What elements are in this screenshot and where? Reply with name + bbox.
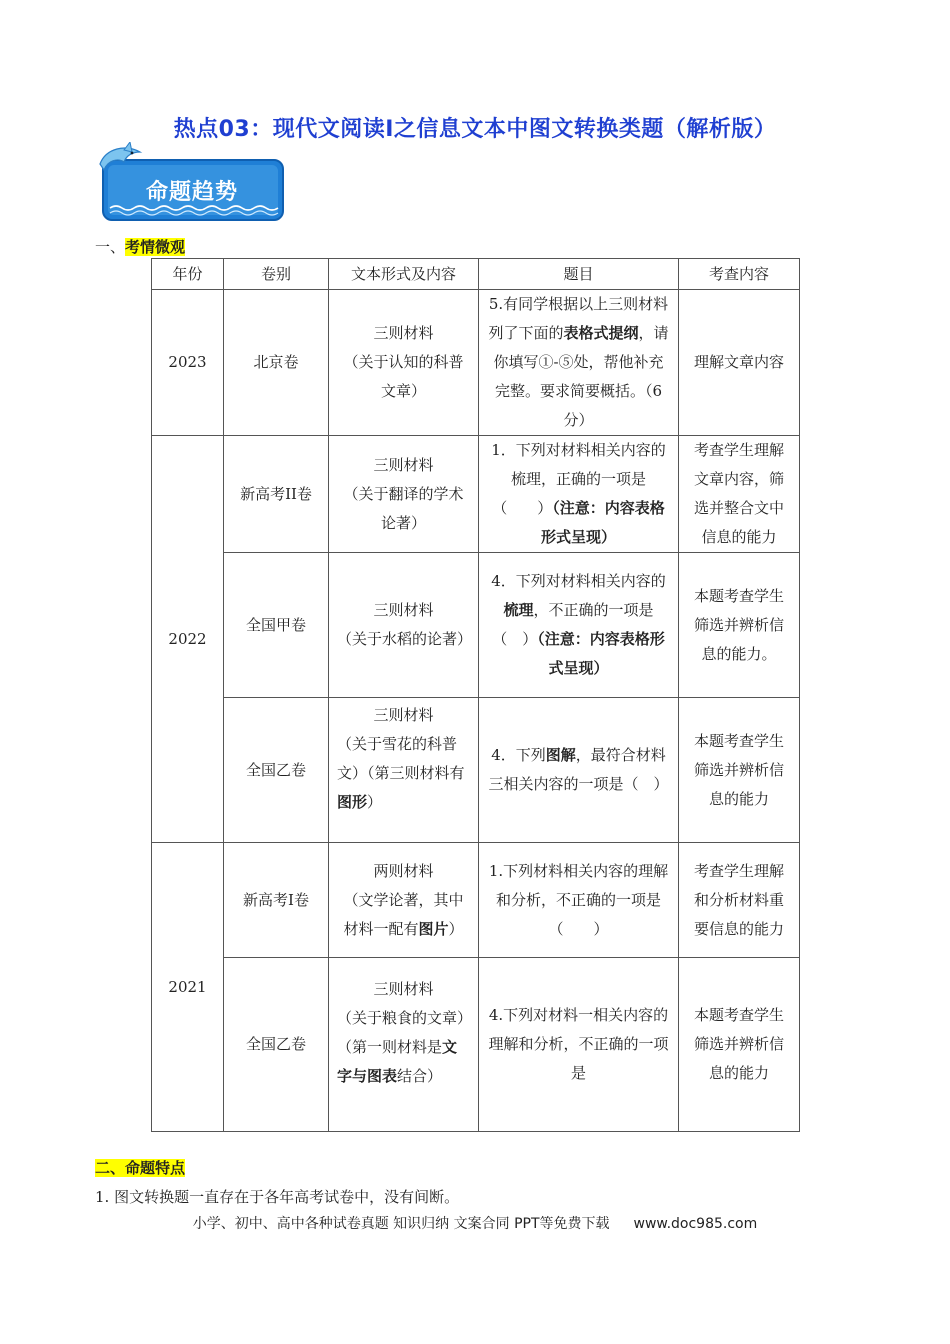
paper-cell: 全国乙卷 [224, 958, 329, 1132]
question-bold: 图解 [545, 746, 576, 764]
table-header-row [152, 259, 800, 290]
table-row [152, 436, 800, 553]
question-bold: （注意：内容表格形式呈现） [540, 499, 665, 546]
page-title: 热点03：现代文阅读I之信息文本中图文转换类题（解析版） [173, 117, 777, 142]
material-count: 三则材料 [373, 324, 434, 342]
material-desc: （关于水稻的论著） [337, 630, 473, 648]
material-cell [329, 553, 479, 698]
footer-text: 小学、初中、高中各种试卷真题 知识归纳 文案合同 PPT等免费下载 [192, 1216, 610, 1232]
section-1-label: 考情微观 [125, 238, 186, 256]
header-year: 年份 [152, 259, 224, 290]
question-bold: 表格式提纲 [563, 324, 639, 342]
material-cell [329, 698, 479, 843]
material-cell [329, 843, 479, 958]
focus-cell: 考查学生理解和分析材料重要信息的能力 [679, 843, 800, 958]
table-row [152, 843, 800, 958]
question-bold: 梳理 [503, 601, 534, 619]
section-1-heading [95, 236, 185, 257]
question-cell [479, 553, 679, 698]
page-footer [0, 1213, 950, 1233]
focus-cell: 本题考查学生筛选并辨析信息的能力 [679, 958, 800, 1132]
header-question: 题目 [479, 259, 679, 290]
year-cell: 2023 [152, 290, 224, 436]
material-count: 三则材料 [373, 601, 434, 619]
paper-cell: 新高考I卷 [224, 843, 329, 958]
material-cell [329, 290, 479, 436]
material-desc: （关于粮食的文章）（第一则材料是文字与图表结合） [337, 1008, 465, 1085]
table-row [152, 958, 800, 1132]
year-cell: 2022 [152, 436, 224, 843]
material-count: 三则材料 [373, 706, 434, 724]
paper-cell: 新高考II卷 [224, 436, 329, 553]
question-cell: 1.下列材料相关内容的理解和分析，不正确的一项是（ ） [479, 843, 679, 958]
focus-cell: 理解文章内容 [679, 290, 800, 436]
question-text: 4．下列对材料相关内容的 [491, 572, 666, 590]
material-desc: （关于雪花的科普文）（第三则材料有图形） [337, 735, 465, 811]
question-text-mid: ，不正确的一项是（ ） [492, 601, 654, 648]
question-cell [479, 698, 679, 843]
question-text: 1．下列对材料相关内容的梳理，正确的一项是（ ） [491, 441, 666, 517]
question-text-end: ，最符合材料三相关内容的一项是（ ） [488, 746, 669, 793]
material-desc: （关于认知的科普文章） [343, 353, 464, 400]
question-text-end: ，请你填写①-⑤处，帮他补充完整。要求简要概括。（6分） [493, 324, 669, 429]
table-row [152, 698, 800, 843]
material-desc: （关于翻译的学术论著） [343, 484, 464, 532]
material-count: 两则材料 [373, 861, 434, 880]
footer-url[interactable]: www.doc985.com [633, 1216, 758, 1232]
question-text: 5.有同学根据以上三则材料列了下面的 [488, 295, 669, 342]
section-2-label: 二、命题特点 [95, 1159, 186, 1177]
material-cell [329, 958, 479, 1132]
header-material: 文本形式及内容 [329, 259, 479, 290]
material-cell [329, 436, 479, 553]
header-paper: 卷别 [224, 259, 329, 290]
exam-table [151, 258, 800, 1132]
material-desc: （文学论著，其中材料一配有图片） [343, 890, 464, 938]
question-cell [479, 290, 679, 436]
focus-cell: 本题考查学生筛选并辨析信息的能力。 [679, 553, 800, 698]
section-2-heading [95, 1157, 185, 1178]
question-cell [479, 436, 679, 553]
paper-cell: 全国甲卷 [224, 553, 329, 698]
section-badge [96, 142, 288, 224]
question-cell: 4.下列对材料一相关内容的理解和分析，不正确的一项是 [479, 958, 679, 1132]
focus-cell: 考查学生理解文章内容，筛选并整合文中信息的能力 [679, 436, 800, 553]
paper-cell: 全国乙卷 [224, 698, 329, 843]
question-bold-note: （注意：内容表格形式呈现） [537, 630, 665, 677]
header-focus: 考查内容 [679, 259, 800, 290]
paper-cell: 北京卷 [224, 290, 329, 436]
point-1-text: 1. 图文转换题一直存在于各年高考试卷中，没有间断。 [95, 1188, 460, 1206]
material-count: 三则材料 [373, 979, 434, 998]
material-count: 三则材料 [373, 455, 434, 474]
section-1-prefix: 一、 [95, 238, 126, 256]
badge-label: 命题趋势 [145, 180, 238, 205]
focus-cell: 本题考查学生筛选并辨析信息的能力 [679, 698, 800, 843]
table-row [152, 290, 800, 436]
year-cell: 2021 [152, 843, 224, 1132]
table-row [152, 553, 800, 698]
question-text: 4．下列 [491, 746, 546, 764]
